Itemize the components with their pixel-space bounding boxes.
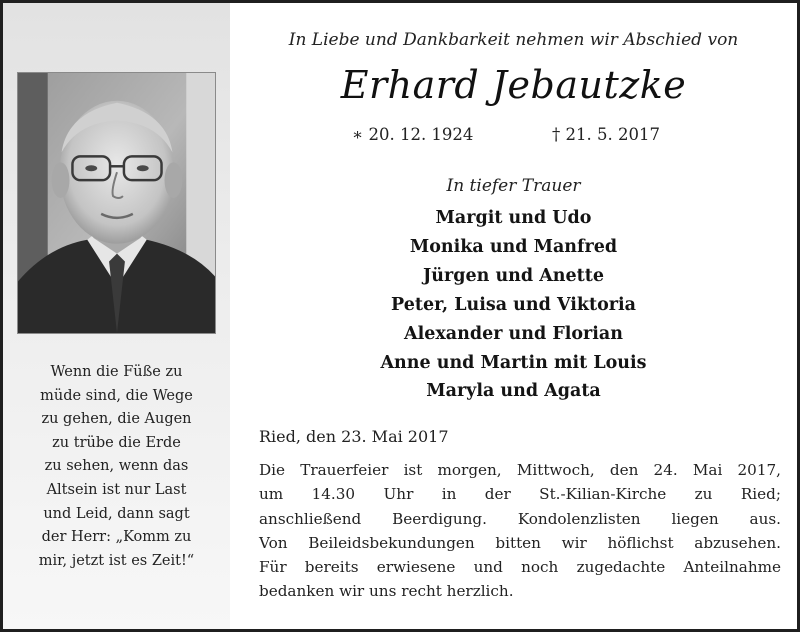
- deceased-name: Erhard Jebautzke: [340, 63, 687, 107]
- poem-line: und Leid, dann sagt: [43, 505, 190, 522]
- poem-line: Altsein ist nur Last: [46, 481, 187, 498]
- main-content: [230, 3, 797, 629]
- family-list: [230, 204, 797, 406]
- family-line: Jürgen und Anette: [423, 265, 604, 286]
- poem-line: Wenn die Füße zu: [50, 364, 183, 380]
- family-line: Maryla und Agata: [426, 381, 601, 402]
- death-date: † 21. 5. 2017: [552, 125, 660, 144]
- funeral-text-line: Für bereits erwiesene und noch zugedachte Anteilnahme: [259, 558, 781, 577]
- family-line: Monika und Manfred: [409, 236, 618, 257]
- poem-line: zu gehen, die Augen: [41, 411, 192, 428]
- poem-line: müde sind, die Wege: [40, 387, 193, 404]
- portrait-photo: [17, 72, 216, 334]
- poem-line: zu sehen, wenn das: [44, 458, 189, 475]
- portrait-image: [18, 73, 215, 333]
- family-line: Peter, Luisa und Viktoria: [391, 294, 636, 315]
- funeral-text-line: anschließend Beerdigung. Kondolenzlisten liegen aus.: [259, 509, 781, 528]
- family-line: Alexander und Florian: [404, 323, 623, 344]
- birth-date: ∗ 20. 12. 1924: [352, 125, 474, 144]
- mourning-heading: In tiefer Trauer: [446, 176, 581, 196]
- poem-line: der Herr: „Komm zu: [41, 529, 192, 546]
- place-date: Ried, den 23. Mai 2017: [259, 427, 449, 446]
- funeral-text: [259, 458, 781, 604]
- family-line: Margit und Udo: [435, 208, 592, 228]
- poem-line: zu trübe die Erde: [52, 434, 181, 451]
- intro-text: In Liebe und Dankbarkeit nehmen wir Abschied von: [288, 30, 739, 50]
- sidebar-panel: [3, 3, 230, 629]
- funeral-text-line: Von Beileidsbekundungen bitten wir höflichst abzusehen.: [259, 533, 781, 552]
- funeral-text-line: Die Trauerfeier ist morgen, Mittwoch, den 24. Mai 2017,: [259, 461, 781, 479]
- poem-line: mir, jetzt ist es Zeit!“: [38, 552, 195, 569]
- funeral-text-line: bedanken wir uns recht herzlich.: [259, 582, 514, 601]
- funeral-text-line: um 14.30 Uhr in der St.-Kilian-Kirche zu Ried;: [259, 485, 781, 504]
- poem-text: [17, 361, 216, 573]
- family-line: Anne und Martin mit Louis: [380, 352, 647, 373]
